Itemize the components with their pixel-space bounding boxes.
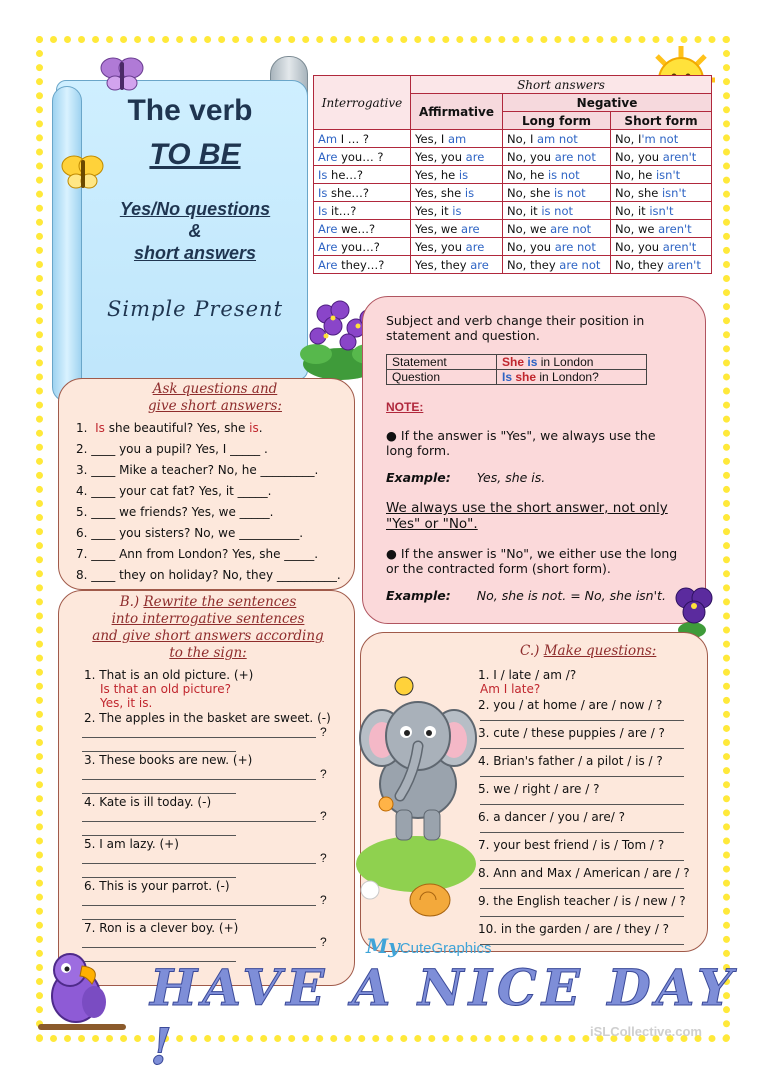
short-answer-rule: We always use the short answer, not only "Yes" or "No". bbox=[386, 500, 668, 532]
cell-interrogative: Is it…? bbox=[314, 202, 411, 220]
cell-interrogative: Are we…? bbox=[314, 220, 411, 238]
title-to-be: TO BE bbox=[149, 138, 241, 171]
tense-label: Simple Present bbox=[106, 297, 284, 321]
answer-line[interactable] bbox=[82, 835, 236, 836]
table-row bbox=[314, 184, 712, 202]
subtitle-line1: Yes/No questions bbox=[119, 199, 271, 219]
cell-short-form: No, they aren't bbox=[611, 256, 712, 274]
question-mark: ? bbox=[320, 809, 327, 823]
cell-long-form: No, he is not bbox=[503, 166, 611, 184]
cell-short-form: No, you aren't bbox=[611, 238, 712, 256]
exercise-a-item: 4. ____ your cat fat? Yes, it _____. bbox=[76, 484, 272, 498]
exercise-c-item: 9. the English teacher / is / new / ? bbox=[478, 894, 686, 908]
exercise-b-answer-1b: Yes, it is. bbox=[100, 696, 153, 710]
title-verb: The verb bbox=[127, 94, 253, 127]
answer-line[interactable] bbox=[82, 919, 236, 920]
statement-label: Statement bbox=[387, 355, 497, 370]
cell-short-form: No, he isn't bbox=[611, 166, 712, 184]
exercise-a-item: 3. ____ Mike a teacher? No, he _________. bbox=[76, 463, 319, 477]
cell-short-form: No, it isn't bbox=[611, 202, 712, 220]
table-row bbox=[314, 202, 712, 220]
answer-line[interactable] bbox=[82, 905, 316, 906]
exercise-c-item: 8. Ann and Max / American / are / ? bbox=[478, 866, 690, 880]
cell-interrogative: Are you…? bbox=[314, 238, 411, 256]
example-yes: Example: Yes, she is. bbox=[386, 470, 546, 485]
exercise-b-item: 7. Ron is a clever boy. (+) bbox=[84, 921, 239, 935]
cell-long-form: No, you are not bbox=[503, 238, 611, 256]
exercise-c-answer-1: Am I late? bbox=[480, 682, 541, 696]
mycutegraphics-credit: MyCuteGraphics bbox=[366, 934, 492, 958]
exercise-c-item: 10. in the garden / are / they / ? bbox=[478, 922, 670, 936]
cell-interrogative: Are they…? bbox=[314, 256, 411, 274]
cell-short-form: No, you aren't bbox=[611, 148, 712, 166]
cell-long-form: No, they are not bbox=[503, 256, 611, 274]
statement-question-table bbox=[386, 354, 647, 385]
butterfly-icon bbox=[98, 50, 146, 96]
statement-example: She is in London bbox=[497, 355, 647, 370]
note-bullet-yes: ● If the answer is "Yes", we always use the long form. bbox=[386, 428, 656, 458]
exercise-c-item-1: 1. I / late / am /? bbox=[478, 668, 577, 682]
exercise-c-item: 4. Brian's father / a pilot / is / ? bbox=[478, 754, 663, 768]
exercise-c-item: 7. your best friend / is / Tom / ? bbox=[478, 838, 665, 852]
exercise-c-item: 5. we / right / are / ? bbox=[478, 782, 600, 796]
cell-affirmative: Yes, you are bbox=[411, 148, 503, 166]
header-affirmative: Affirmative bbox=[411, 94, 503, 130]
exercise-a-item: 6. ____ you sisters? No, we __________. bbox=[76, 526, 304, 540]
question-mark: ? bbox=[320, 725, 327, 739]
exercise-b-item: 3. These books are new. (+) bbox=[84, 753, 253, 767]
exercise-b-item: 2. The apples in the basket are sweet. (-) bbox=[84, 711, 331, 725]
cell-affirmative: Yes, they are bbox=[411, 256, 503, 274]
answer-line[interactable] bbox=[82, 793, 236, 794]
notes-intro: Subject and verb change their position in statement and question. bbox=[386, 313, 645, 343]
table-row bbox=[314, 166, 712, 184]
cell-interrogative: Are you… ? bbox=[314, 148, 411, 166]
note-bullet-no: ● If the answer is "No", we either use the long or the contracted form (short form). bbox=[386, 546, 678, 576]
table-row bbox=[314, 130, 712, 148]
question-mark: ? bbox=[320, 767, 327, 781]
exercise-c-header: C.) Make questions: bbox=[520, 643, 657, 659]
exercise-b-answer-1a: Is that an old picture? bbox=[100, 682, 231, 696]
header-short-form: Short form bbox=[611, 112, 712, 130]
header-short-answers: Short answers bbox=[411, 76, 712, 94]
exercise-a-item: 7. ____ Ann from London? Yes, she _____. bbox=[76, 547, 319, 561]
header-negative: Negative bbox=[503, 94, 712, 112]
answer-line[interactable] bbox=[480, 832, 684, 833]
exercise-b-item-1: 1. That is an old picture. (+) bbox=[84, 668, 254, 682]
answer-line[interactable] bbox=[480, 720, 684, 721]
header-interrogative: Interrogative bbox=[314, 76, 411, 130]
answer-line[interactable] bbox=[82, 751, 236, 752]
elephant-illustration bbox=[356, 664, 480, 934]
short-answers-table bbox=[313, 75, 712, 274]
table-row bbox=[314, 238, 712, 256]
answer-line[interactable] bbox=[480, 776, 684, 777]
answer-line[interactable] bbox=[480, 748, 684, 749]
answer-line[interactable] bbox=[82, 779, 316, 780]
answer-line[interactable] bbox=[82, 863, 316, 864]
scroll-side-roll bbox=[52, 86, 82, 402]
answer-line[interactable] bbox=[480, 860, 684, 861]
subtitle bbox=[90, 198, 300, 264]
exercise-c-item: 2. you / at home / are / now / ? bbox=[478, 698, 663, 712]
subtitle-line2: short answers bbox=[133, 243, 257, 263]
exercise-a-header: Ask questions and give short answers: bbox=[148, 381, 282, 414]
cell-affirmative: Yes, he is bbox=[411, 166, 503, 184]
exercise-c-item: 6. a dancer / you / are/ ? bbox=[478, 810, 625, 824]
question-mark: ? bbox=[320, 851, 327, 865]
cell-interrogative: Am I … ? bbox=[314, 130, 411, 148]
exercise-a-item: 5. ____ we friends? Yes, we _____. bbox=[76, 505, 274, 519]
example-no: Example: No, she is not. = No, she isn't. bbox=[386, 588, 666, 603]
cell-short-form: No, I'm not bbox=[611, 130, 712, 148]
exercise-a-item-1: 1. Is she beautiful? Yes, she is. bbox=[76, 421, 263, 435]
answer-line[interactable] bbox=[480, 888, 684, 889]
cell-affirmative: Yes, I am bbox=[411, 130, 503, 148]
answer-line[interactable] bbox=[82, 877, 236, 878]
answer-line[interactable] bbox=[82, 737, 316, 738]
note-label: NOTE: bbox=[386, 400, 424, 414]
answer-line[interactable] bbox=[480, 944, 684, 945]
answer-line[interactable] bbox=[480, 916, 684, 917]
question-example: Is she in London? bbox=[497, 370, 647, 385]
cell-short-form: No, she isn't bbox=[611, 184, 712, 202]
cell-long-form: No, it is not bbox=[503, 202, 611, 220]
exercise-a-item: 2. ____ you a pupil? Yes, I _____ . bbox=[76, 442, 268, 456]
table-row bbox=[314, 256, 712, 274]
answer-line[interactable] bbox=[82, 821, 316, 822]
exercise-b-header: B.) Rewrite the sentences into interrogative sentences and give short answers according to the sign: bbox=[92, 594, 324, 661]
cell-long-form: No, she is not bbox=[503, 184, 611, 202]
have-a-nice-day-banner: HAVE A NICE DAY ! bbox=[150, 958, 738, 1076]
cell-affirmative: Yes, she is bbox=[411, 184, 503, 202]
cell-affirmative: Yes, it is bbox=[411, 202, 503, 220]
question-mark: ? bbox=[320, 893, 327, 907]
table-row bbox=[314, 148, 712, 166]
answer-line[interactable] bbox=[480, 804, 684, 805]
cell-short-form: No, we aren't bbox=[611, 220, 712, 238]
exercise-a-item: 8. ____ they on holiday? No, they __________. bbox=[76, 568, 341, 582]
table-row bbox=[314, 220, 712, 238]
subtitle-amp: & bbox=[188, 221, 202, 241]
exercise-b-item: 6. This is your parrot. (-) bbox=[84, 879, 230, 893]
parrot-icon bbox=[36, 944, 130, 1040]
cell-affirmative: Yes, we are bbox=[411, 220, 503, 238]
watermark: iSLCollective.com bbox=[590, 1024, 702, 1039]
exercise-b-item: 4. Kate is ill today. (-) bbox=[84, 795, 212, 809]
cell-long-form: No, we are not bbox=[503, 220, 611, 238]
question-mark: ? bbox=[320, 935, 327, 949]
question-label: Question bbox=[387, 370, 497, 385]
header-long-form: Long form bbox=[503, 112, 611, 130]
cell-long-form: No, you are not bbox=[503, 148, 611, 166]
cell-interrogative: Is he…? bbox=[314, 166, 411, 184]
exercise-b-item: 5. I am lazy. (+) bbox=[84, 837, 179, 851]
cell-affirmative: Yes, you are bbox=[411, 238, 503, 256]
cell-interrogative: Is she…? bbox=[314, 184, 411, 202]
cell-long-form: No, I am not bbox=[503, 130, 611, 148]
exercise-c-item: 3. cute / these puppies / are / ? bbox=[478, 726, 665, 740]
